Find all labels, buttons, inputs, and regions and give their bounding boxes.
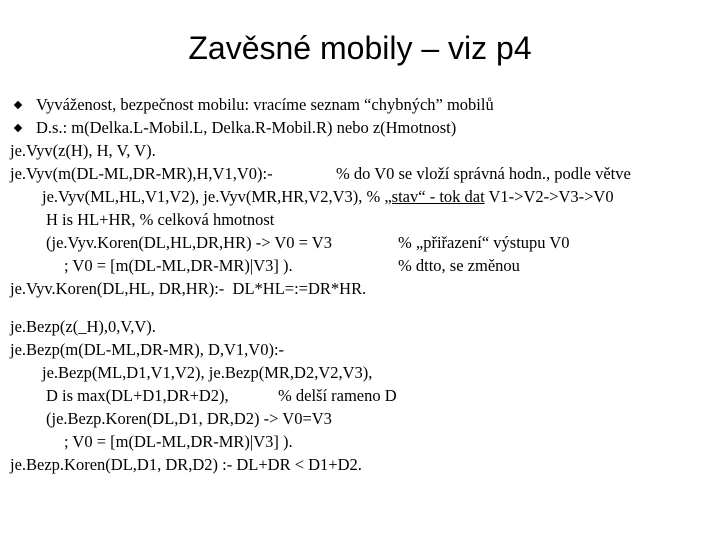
code1-line-3 xyxy=(42,186,614,208)
code2-line-1: je.Bezp(z(_H),0,V,V). xyxy=(10,317,156,336)
code2-line-2: je.Bezp(m(DL-ML,DR-MR), D,V1,V0):- xyxy=(10,340,285,359)
bullet-text-2: D.s.: m(Delka.L-Mobil.L, Delka.R-Mobil.R) nebo z(Hmotnost) xyxy=(36,118,457,137)
code2-line-3: je.Bezp(ML,D1,V1,V2), je.Bezp(MR,D2,V2,V3), xyxy=(42,363,373,382)
code1-line-2a: je.Vyv(m(DL-ML,DR-MR),H,V1,V0):- xyxy=(10,164,273,183)
code1-line-7: je.Vyv.Koren(DL,HL, DR,HR):- DL*HL=:=DR*HR. xyxy=(10,279,367,298)
code1-line-1: je.Vyv(z(H), H, V, V). xyxy=(10,141,156,160)
slide-title: Zavěsné mobily – viz p4 xyxy=(188,30,532,66)
code1-line-6a: ; V0 = [m(DL-ML,DR-MR)|V3] ). xyxy=(64,256,293,275)
code1-line-5b: % „přiřazení“ výstupu V0 xyxy=(398,233,570,252)
code1-line-2b: % do V0 se vloží správná hodn., podle větve xyxy=(336,164,631,183)
code1-line-5a: (je.Vyv.Koren(DL,HL,DR,HR) -> V0 = V3 xyxy=(46,233,332,252)
bullet-icon xyxy=(14,124,22,132)
bullet-text-1: Vyváženost, bezpečnost mobilu: vracíme seznam “chybných” mobilů xyxy=(36,95,494,114)
code2-line-4a: D is max(DL+D1,DR+D2), xyxy=(46,386,229,405)
code1-line-6b: % dtto, se změnou xyxy=(398,256,520,275)
code2-line-4b: % delší rameno D xyxy=(278,386,397,405)
code2-line-7: je.Bezp.Koren(DL,D1, DR,D2) :- DL+DR < D1+D2. xyxy=(10,455,362,474)
code1-state-underlined: „stav“ - tok dat xyxy=(384,187,485,206)
code2-line-6: ; V0 = [m(DL-ML,DR-MR)|V3] ). xyxy=(64,432,293,451)
code1-line-3a: je.Vyv(ML,HL,V1,V2), je.Vyv(MR,HR,V2,V3), % xyxy=(42,187,385,206)
bullet-icon xyxy=(14,101,22,109)
code2-line-5: (je.Bezp.Koren(DL,D1, DR,D2) -> V0=V3 xyxy=(46,409,332,428)
code1-line-4: H is HL+HR, % celková hmotnost xyxy=(46,210,275,229)
code1-line-3c: V1->V2->V3->V0 xyxy=(484,187,614,206)
